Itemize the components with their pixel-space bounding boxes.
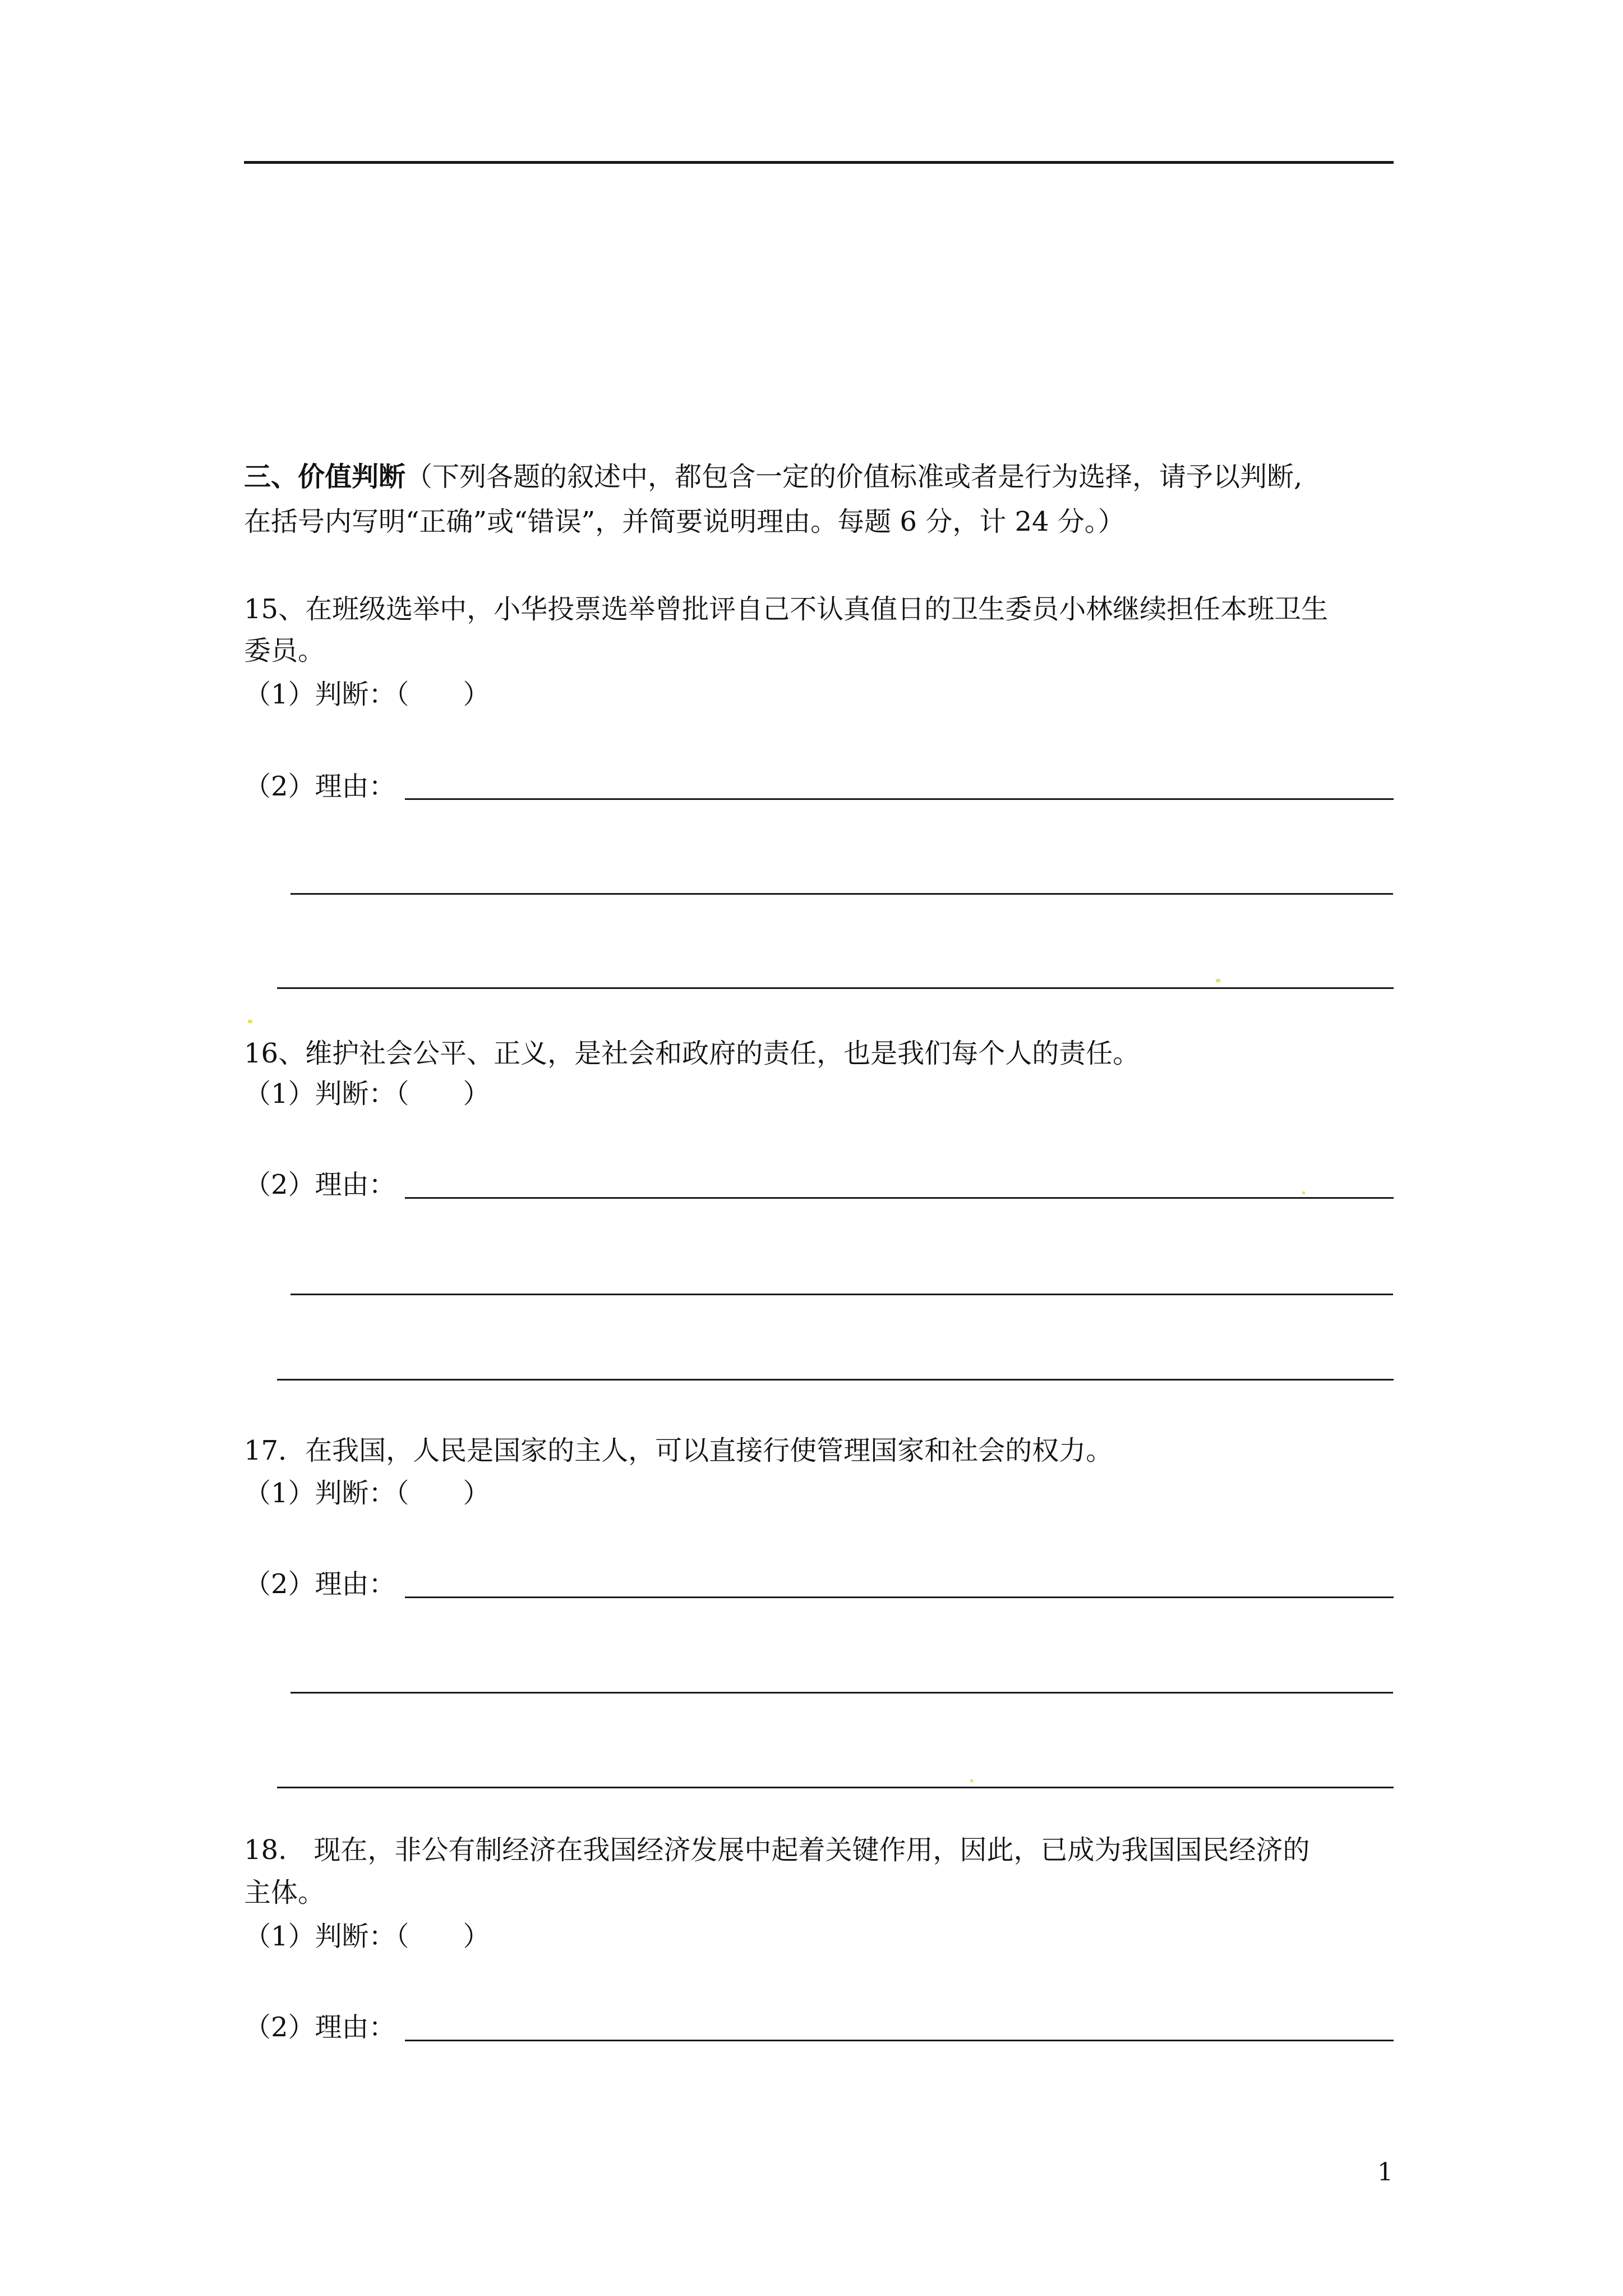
question-15-reason-label: （2）理由： (244, 771, 396, 802)
scan-speck (248, 1020, 252, 1023)
question-17-stem: 17．在我国，人民是国家的主人，可以直接行使管理国家和社会的权力。 (244, 1435, 1113, 1466)
section-instruction-cont: 在括号内写明“正确”或“错误”，并简要说明理由。每题 6 分，计 24 分。） (244, 506, 1125, 537)
question-17-judge: （1）判断：（ ） (244, 1478, 490, 1509)
question-15-answer-line-2[interactable] (291, 893, 1393, 895)
question-16-stem: 16、维护社会公平、正义，是社会和政府的责任，也是我们每个人的责任。 (244, 1038, 1140, 1069)
scan-speck (1302, 1191, 1305, 1194)
question-18-answer-line-1[interactable] (405, 2040, 1394, 2041)
question-17-answer-line-2[interactable] (291, 1692, 1393, 1694)
question-16-reason-label: （2）理由： (244, 1169, 396, 1200)
question-15-answer-line-3[interactable] (277, 987, 1394, 989)
question-18-stem: 18. 现在，非公有制经济在我国经济发展中起着关键作用，因此，已成为我国国民经济的 (244, 1834, 1310, 1866)
question-16-judge: （1）判断：（ ） (244, 1078, 490, 1110)
header-rule (244, 161, 1394, 164)
question-18-judge: （1）判断：（ ） (244, 1921, 490, 1952)
scan-speck (970, 1779, 973, 1782)
question-15-judge: （1）判断：（ ） (244, 679, 490, 710)
section-title: 三、价值判断 (244, 461, 406, 493)
question-15-stem: 15、在班级选举中，小华投票选举曾批评自己不认真值日的卫生委员小林继续担任本班卫生 (244, 593, 1329, 625)
page-number: 1 (1377, 2158, 1393, 2187)
question-18-reason-label: （2）理由： (244, 2012, 396, 2043)
question-16-answer-line-2[interactable] (291, 1294, 1393, 1295)
section-heading (244, 460, 1302, 494)
question-15-stem-cont: 委员。 (244, 635, 325, 666)
question-16-answer-line-3[interactable] (277, 1379, 1394, 1381)
scan-speck (1216, 979, 1220, 982)
question-17-answer-line-1[interactable] (405, 1596, 1394, 1598)
question-17-reason-label: （2）理由： (244, 1568, 396, 1600)
question-15-answer-line-1[interactable] (405, 798, 1394, 800)
section-instruction: （下列各题的叙述中，都包含一定的价值标准或者是行为选择，请予以判断, (405, 461, 1303, 493)
question-16-answer-line-1[interactable] (405, 1197, 1394, 1199)
question-17-answer-line-3[interactable] (277, 1787, 1394, 1788)
question-18-stem-cont: 主体。 (244, 1877, 325, 1908)
